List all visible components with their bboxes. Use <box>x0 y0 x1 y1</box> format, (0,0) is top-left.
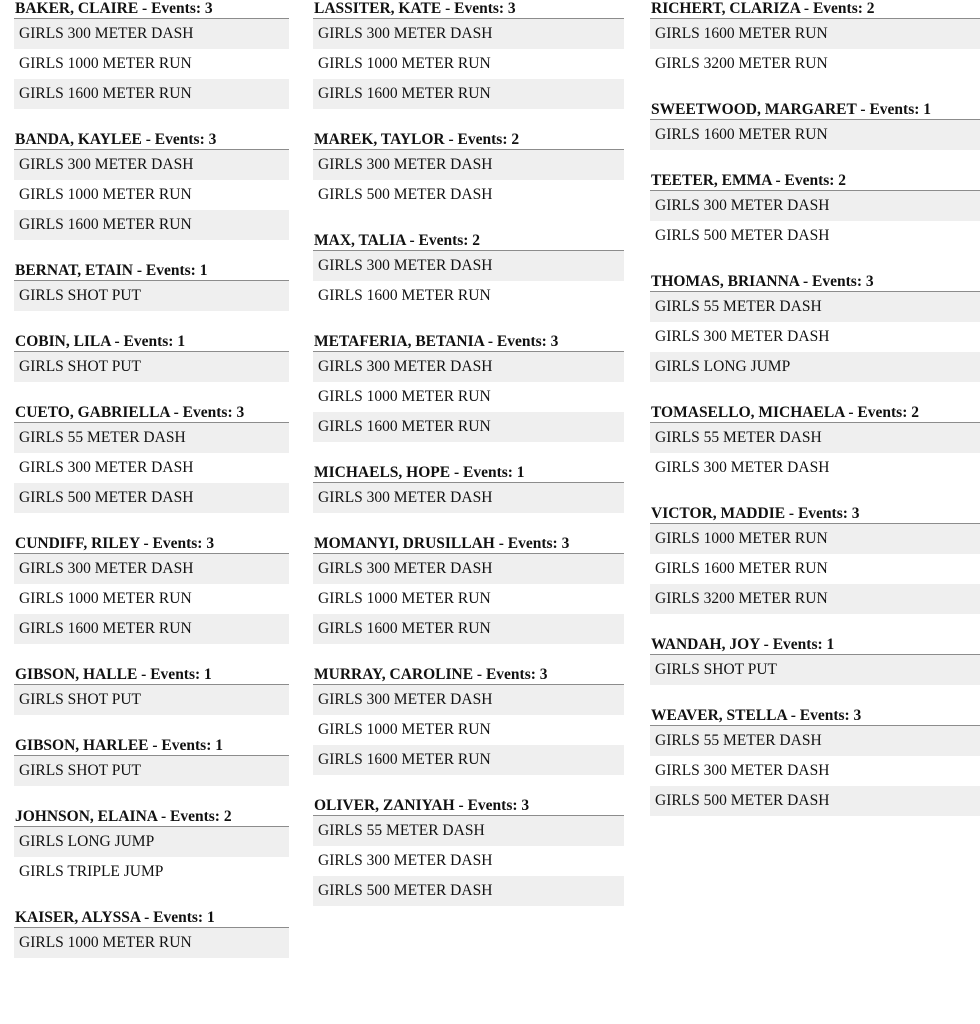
event-row: GIRLS SHOT PUT <box>14 756 289 786</box>
athlete-block <box>14 909 289 958</box>
athlete-block <box>650 273 980 382</box>
event-row: GIRLS 300 METER DASH <box>14 453 289 483</box>
event-row: GIRLS 1600 METER RUN <box>14 614 289 644</box>
event-row: GIRLS 300 METER DASH <box>313 251 624 281</box>
athlete-name-heading: OLIVER, ZANIYAH - Events: 3 <box>313 797 624 816</box>
athlete-name-heading: MICHAELS, HOPE - Events: 1 <box>313 464 624 483</box>
event-row: GIRLS 300 METER DASH <box>313 150 624 180</box>
event-row: GIRLS 300 METER DASH <box>313 846 624 876</box>
event-row: GIRLS SHOT PUT <box>14 685 289 715</box>
event-row: GIRLS 55 METER DASH <box>650 423 980 453</box>
athlete-column-1 <box>14 0 289 980</box>
athlete-name-heading: COBIN, LILA - Events: 1 <box>14 333 289 352</box>
athlete-block <box>313 131 624 210</box>
athlete-block <box>14 131 289 240</box>
event-row: GIRLS 1000 METER RUN <box>313 715 624 745</box>
athlete-block <box>14 404 289 513</box>
event-row: GIRLS 55 METER DASH <box>650 726 980 756</box>
athlete-block <box>650 0 980 79</box>
event-row: GIRLS 300 METER DASH <box>650 756 980 786</box>
event-row: GIRLS 1000 METER RUN <box>313 382 624 412</box>
event-row: GIRLS 1000 METER RUN <box>14 928 289 958</box>
event-row: GIRLS 1000 METER RUN <box>14 180 289 210</box>
athlete-name-heading: TEETER, EMMA - Events: 2 <box>650 172 980 191</box>
event-row: GIRLS SHOT PUT <box>650 655 980 685</box>
athlete-name-heading: BAKER, CLAIRE - Events: 3 <box>14 0 289 19</box>
athlete-block <box>313 0 624 109</box>
athlete-block <box>14 666 289 715</box>
event-row: GIRLS 1600 METER RUN <box>313 281 624 311</box>
athlete-name-heading: WEAVER, STELLA - Events: 3 <box>650 707 980 726</box>
event-row: GIRLS LONG JUMP <box>650 352 980 382</box>
event-row: GIRLS 1600 METER RUN <box>650 554 980 584</box>
event-row: GIRLS 1000 METER RUN <box>14 49 289 79</box>
event-row: GIRLS 1600 METER RUN <box>313 614 624 644</box>
athlete-block <box>313 535 624 644</box>
athlete-block <box>313 232 624 311</box>
event-row: GIRLS 500 METER DASH <box>650 221 980 251</box>
event-row: GIRLS 300 METER DASH <box>14 150 289 180</box>
event-row: GIRLS 55 METER DASH <box>14 423 289 453</box>
event-row: GIRLS 300 METER DASH <box>313 352 624 382</box>
athlete-block <box>313 666 624 775</box>
event-row: GIRLS LONG JUMP <box>14 827 289 857</box>
event-row: GIRLS 1600 METER RUN <box>313 79 624 109</box>
event-row: GIRLS 3200 METER RUN <box>650 584 980 614</box>
event-row: GIRLS SHOT PUT <box>14 352 289 382</box>
athlete-name-heading: CUETO, GABRIELLA - Events: 3 <box>14 404 289 423</box>
athlete-name-heading: BERNAT, ETAIN - Events: 1 <box>14 262 289 281</box>
event-row: GIRLS 500 METER DASH <box>313 180 624 210</box>
athlete-name-heading: WANDAH, JOY - Events: 1 <box>650 636 980 655</box>
event-row: GIRLS 55 METER DASH <box>650 292 980 322</box>
athlete-name-heading: BANDA, KAYLEE - Events: 3 <box>14 131 289 150</box>
event-row: GIRLS 1600 METER RUN <box>14 210 289 240</box>
event-row: GIRLS 3200 METER RUN <box>650 49 980 79</box>
athlete-block <box>313 333 624 442</box>
athlete-name-heading: TOMASELLO, MICHAELA - Events: 2 <box>650 404 980 423</box>
event-row: GIRLS 300 METER DASH <box>313 554 624 584</box>
athlete-name-heading: MURRAY, CAROLINE - Events: 3 <box>313 666 624 685</box>
athlete-name-heading: METAFERIA, BETANIA - Events: 3 <box>313 333 624 352</box>
athlete-name-heading: MAREK, TAYLOR - Events: 2 <box>313 131 624 150</box>
event-row: GIRLS 300 METER DASH <box>313 483 624 513</box>
event-row: GIRLS 500 METER DASH <box>650 786 980 816</box>
athlete-name-heading: VICTOR, MADDIE - Events: 3 <box>650 505 980 524</box>
event-row: GIRLS TRIPLE JUMP <box>14 857 289 887</box>
athlete-name-heading: MAX, TALIA - Events: 2 <box>313 232 624 251</box>
athlete-block <box>14 0 289 109</box>
athlete-name-heading: CUNDIFF, RILEY - Events: 3 <box>14 535 289 554</box>
athlete-name-heading: GIBSON, HALLE - Events: 1 <box>14 666 289 685</box>
event-row: GIRLS 300 METER DASH <box>313 685 624 715</box>
athlete-block <box>14 737 289 786</box>
athlete-column-3 <box>650 0 980 838</box>
event-row: GIRLS 1000 METER RUN <box>14 584 289 614</box>
event-row: GIRLS 1000 METER RUN <box>313 584 624 614</box>
event-row: GIRLS 1600 METER RUN <box>313 745 624 775</box>
athlete-block <box>313 464 624 513</box>
athlete-name-heading: THOMAS, BRIANNA - Events: 3 <box>650 273 980 292</box>
athlete-block <box>650 707 980 816</box>
event-row: GIRLS 300 METER DASH <box>14 19 289 49</box>
event-row: GIRLS 300 METER DASH <box>650 322 980 352</box>
athlete-block <box>14 535 289 644</box>
athlete-block <box>14 262 289 311</box>
event-row: GIRLS 500 METER DASH <box>14 483 289 513</box>
athlete-block <box>650 101 980 150</box>
event-row: GIRLS 500 METER DASH <box>313 876 624 906</box>
athlete-name-heading: GIBSON, HARLEE - Events: 1 <box>14 737 289 756</box>
athlete-block <box>650 505 980 614</box>
athlete-block <box>313 797 624 906</box>
event-row: GIRLS 55 METER DASH <box>313 816 624 846</box>
event-row: GIRLS 300 METER DASH <box>650 453 980 483</box>
athlete-block <box>14 333 289 382</box>
event-row: GIRLS 1600 METER RUN <box>650 120 980 150</box>
event-row: GIRLS 1000 METER RUN <box>313 49 624 79</box>
athlete-block <box>650 172 980 251</box>
event-row: GIRLS 300 METER DASH <box>14 554 289 584</box>
athlete-block <box>650 636 980 685</box>
event-row: GIRLS 300 METER DASH <box>650 191 980 221</box>
event-row: GIRLS 300 METER DASH <box>313 19 624 49</box>
event-row: GIRLS 1600 METER RUN <box>313 412 624 442</box>
athlete-name-heading: MOMANYI, DRUSILLAH - Events: 3 <box>313 535 624 554</box>
athlete-column-2 <box>313 0 624 928</box>
event-row: GIRLS 1600 METER RUN <box>650 19 980 49</box>
athlete-block <box>650 404 980 483</box>
event-row: GIRLS SHOT PUT <box>14 281 289 311</box>
athlete-name-heading: JOHNSON, ELAINA - Events: 2 <box>14 808 289 827</box>
athlete-name-heading: RICHERT, CLARIZA - Events: 2 <box>650 0 980 19</box>
athlete-name-heading: LASSITER, KATE - Events: 3 <box>313 0 624 19</box>
event-row: GIRLS 1000 METER RUN <box>650 524 980 554</box>
athlete-name-heading: KAISER, ALYSSA - Events: 1 <box>14 909 289 928</box>
event-row: GIRLS 1600 METER RUN <box>14 79 289 109</box>
athlete-name-heading: SWEETWOOD, MARGARET - Events: 1 <box>650 101 980 120</box>
athlete-block <box>14 808 289 887</box>
